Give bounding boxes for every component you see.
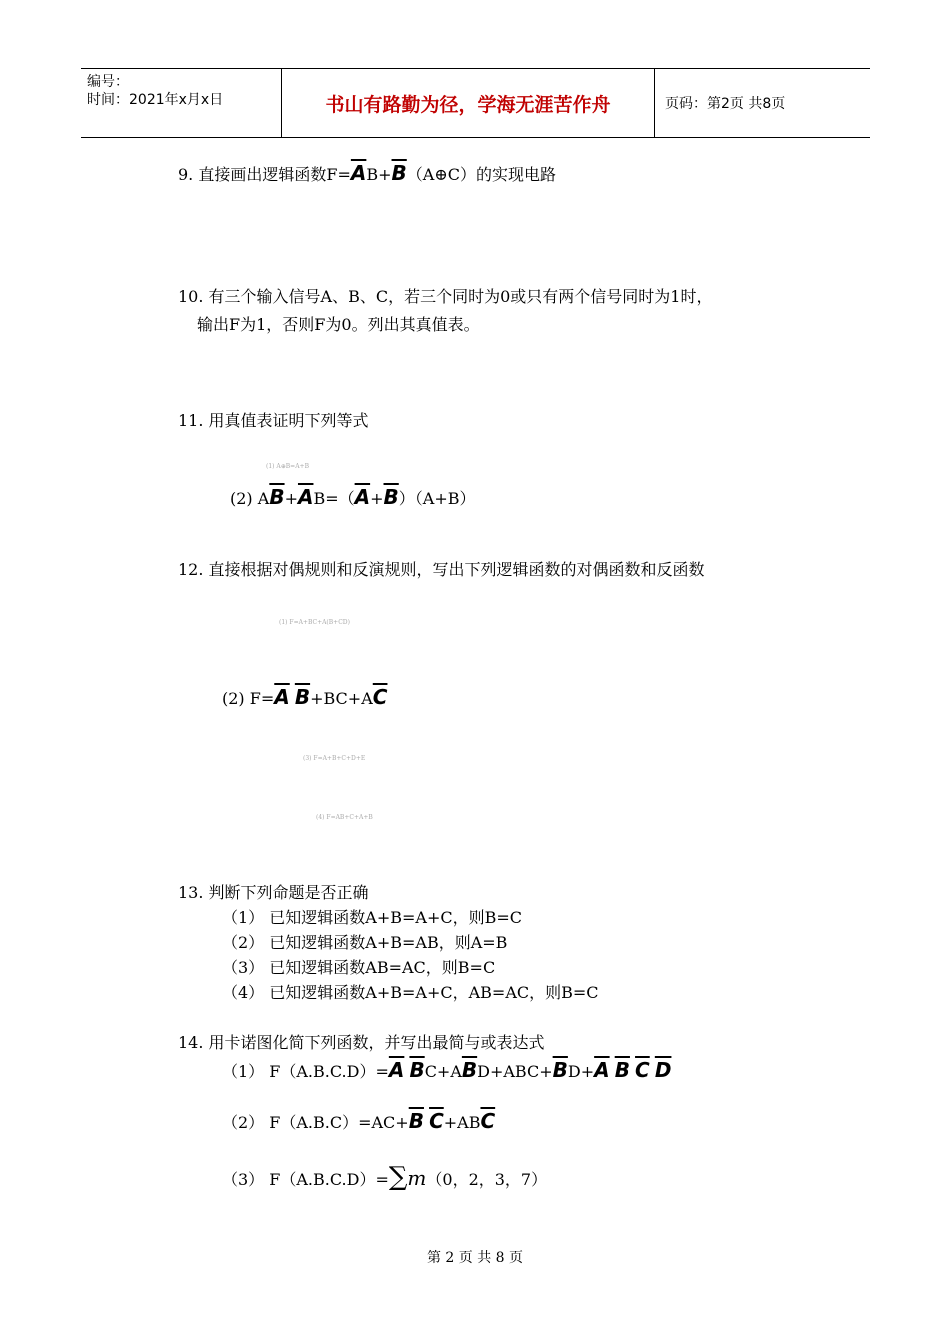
question-14-formula-1: （1） $F(A.B.C.D)=\overline{A}$ $\overline{B}C+A\overline{B}D+ABC+\overline{B}D+\overline{A}$ $\overline{B}$ $\overline{C}$ $\overline{D}$ xyxy=(222,1058,672,1082)
question-11-title: 11. 用真值表证明下列等式 xyxy=(178,411,369,430)
question-13-item: （1） 已知逻辑函数A+B=A+C，则B=C xyxy=(222,908,523,927)
header-number: 编号： xyxy=(87,74,129,90)
header-meta xyxy=(81,69,281,137)
header-time: 时间：2021年x月x日 xyxy=(87,92,224,108)
question-13-item: （4） 已知逻辑函数A+B=A+C，AB=AC，则B=C xyxy=(222,983,599,1002)
header-page: 页码：第2页 共8页 xyxy=(665,96,786,112)
question-11-formula-2: (2) $A\overline{B}+\overline{A}B=(\overline{A}+\overline{B})(A+B)$ xyxy=(230,485,476,509)
question-14-title: 14. 用卡诺图化简下列函数，并写出最简与或表达式 xyxy=(178,1033,545,1052)
question-9: 9. 直接画出逻辑函数$F=\overline{A}B+\overline{B}(A\oplus C)$的实现电路 xyxy=(178,161,556,185)
page-footer: 第 2 页 共 8 页 xyxy=(426,1250,524,1266)
question-10-line2: 输出F为1，否则F为0。列出其真值表。 xyxy=(197,315,480,334)
header-motto: 书山有路勤为径，学海无涯苦作舟 xyxy=(281,69,655,137)
question-14-formula-2: （2） $F(A.B.C)=AC+\overline{B}$ $\overline{C}+AB\overline{C}$ xyxy=(222,1109,496,1133)
question-12-formula-2: (2) $F=\overline{A}$ $\overline{B}+BC+A\overline{C}$ xyxy=(222,685,388,709)
var-b-bar: $\overline{B}$ xyxy=(391,161,407,185)
question-10-line1: 10. 有三个输入信号A、B、C，若三个同时为0或只有两个信号同时为1时， xyxy=(178,287,713,306)
question-14-formula-3: （3） F（A.B.C.D）=∑m（0，2，3，7） xyxy=(222,1162,548,1192)
question-13-title: 13. 判断下列命题是否正确 xyxy=(178,883,369,902)
sum-symbol: ∑ xyxy=(388,1162,408,1192)
question-11-formula-1: (1) A⊕B=A+B xyxy=(266,463,309,470)
question-12-title: 12. 直接根据对偶规则和反演规则，写出下列逻辑函数的对偶函数和反函数 xyxy=(178,560,705,579)
question-13-item: （3） 已知逻辑函数AB=AC，则B=C xyxy=(222,958,496,977)
question-12-formula-4: (4) F=AB+C+A+B xyxy=(316,814,373,821)
question-12-formula-3: (3) F=A+B+C+D+E xyxy=(303,755,366,762)
question-12-formula-1: (1) F=A+BC+A(B+CD) xyxy=(279,619,350,626)
var-a-bar: $\overline{A}$ xyxy=(350,161,367,185)
page-header xyxy=(81,68,870,138)
question-13-item: （2） 已知逻辑函数A+B=AB，则A=B xyxy=(222,933,508,952)
